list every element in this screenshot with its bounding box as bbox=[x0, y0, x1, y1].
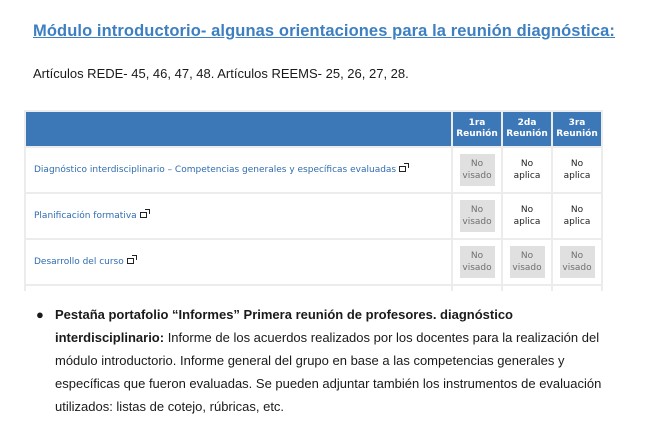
status-cell bbox=[453, 148, 501, 192]
status-cell bbox=[503, 148, 551, 192]
header-line: 3ra bbox=[568, 118, 586, 128]
status-cell bbox=[553, 286, 601, 291]
item-diagnostico-link[interactable] bbox=[26, 148, 451, 192]
status-badge: No aplica bbox=[563, 205, 591, 227]
status-cell bbox=[453, 194, 501, 238]
external-link-icon[interactable] bbox=[140, 212, 147, 218]
header-line: Reunión bbox=[456, 129, 498, 139]
status-cell bbox=[553, 148, 601, 192]
status-cell bbox=[553, 240, 601, 284]
status-badge: No visado bbox=[460, 154, 495, 186]
item-label: Planificación formativa bbox=[34, 211, 137, 221]
informes-bullet bbox=[36, 303, 615, 418]
status-badge: No aplica bbox=[513, 205, 541, 227]
item-label: Diagnóstico interdisciplinario – Competencias generales y específicas evaluadas bbox=[34, 165, 397, 175]
cropped-item bbox=[26, 286, 451, 291]
item-column-header bbox=[26, 112, 451, 146]
item-planificacion-link[interactable] bbox=[26, 194, 451, 238]
status-badge: No aplica bbox=[563, 159, 591, 181]
section-heading: Módulo introductorio- algunas orientaciones para la reunión diagnóstica: bbox=[33, 22, 616, 40]
status-badge: No visado bbox=[560, 246, 595, 278]
status-cell bbox=[503, 194, 551, 238]
status-cell bbox=[503, 286, 551, 291]
external-link-icon[interactable] bbox=[399, 166, 406, 172]
item-label: Desarrollo del curso bbox=[34, 257, 124, 267]
item-desarrollo-link[interactable] bbox=[26, 240, 451, 284]
status-cell bbox=[553, 194, 601, 238]
bullet-bold-text: Pestaña portafolio “Informes” Primera reunión de profesores. diagnóstico interdisciplinario: bbox=[55, 307, 513, 345]
status-badge: No visado bbox=[460, 200, 495, 232]
table-row bbox=[26, 148, 601, 192]
external-link-icon[interactable] bbox=[127, 258, 134, 264]
status-cell bbox=[453, 286, 501, 291]
table-row bbox=[26, 240, 601, 284]
table-row bbox=[26, 194, 601, 238]
header-line: 1ra bbox=[468, 118, 486, 128]
status-badge: No visado bbox=[460, 246, 495, 278]
header-line: 2da bbox=[517, 118, 537, 128]
meeting-1-header bbox=[453, 112, 501, 146]
table-row-cropped bbox=[26, 286, 601, 291]
header-line: Reunión bbox=[556, 129, 598, 139]
table-header-row bbox=[26, 112, 601, 146]
status-cell bbox=[503, 240, 551, 284]
status-badge: No aplica bbox=[513, 159, 541, 181]
bullet-body-text: Informe de los acuerdos realizados por los docentes para la realización del módulo introductorio. Informe general del grupo en base a las competencias generales y específicas que fueron evaluadas. Se pueden adjuntar también los instrumentos de evaluación utilizados: listas de cotejo, rúbricas, etc. bbox=[55, 330, 602, 414]
bullet-dot-icon: ● bbox=[36, 307, 44, 322]
status-cell bbox=[453, 240, 501, 284]
meeting-2-header bbox=[503, 112, 551, 146]
status-badge: No visado bbox=[510, 246, 545, 278]
meetings-table bbox=[24, 110, 603, 291]
header-line: Reunión bbox=[506, 129, 548, 139]
meeting-3-header bbox=[553, 112, 601, 146]
articles-reference: Artículos REDE- 45, 46, 47, 48. Artículos REEMS- 25, 26, 27, 28. bbox=[33, 66, 409, 81]
meetings-table-screenshot bbox=[24, 110, 603, 291]
